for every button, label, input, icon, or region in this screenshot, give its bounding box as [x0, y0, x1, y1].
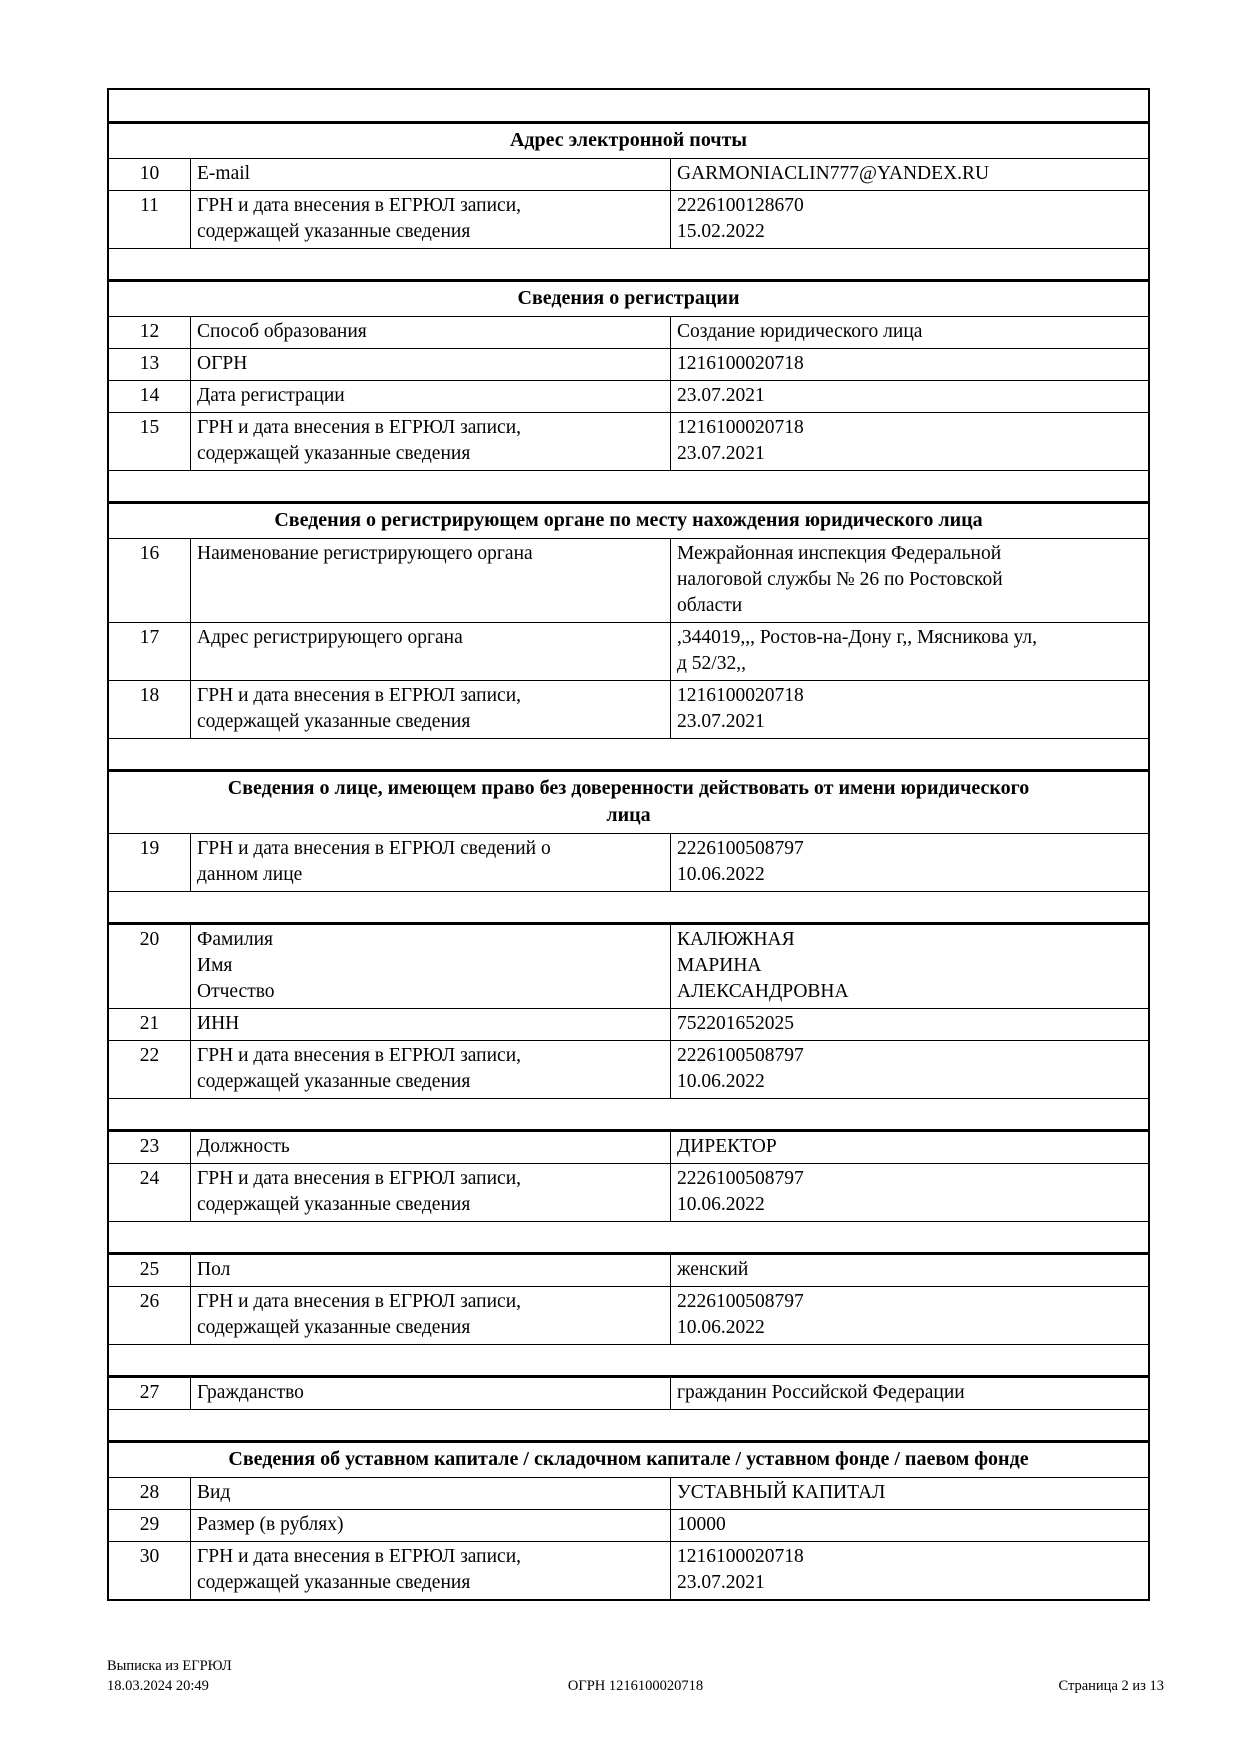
table-row [109, 922, 1148, 1008]
row-label-cell [191, 1542, 671, 1599]
table-row [109, 1286, 1148, 1344]
table-row [109, 380, 1148, 412]
text-line: ,344019,,, Ростов-на-Дону г,, Мясникова ул, [677, 627, 1038, 648]
row-value-cell [671, 925, 1148, 1008]
text-line: гражданин Российской Федерации [677, 1382, 965, 1403]
section-header-row [109, 1440, 1148, 1477]
table-row [109, 1040, 1148, 1098]
text-line: 2226100128670 [677, 195, 804, 216]
table-row [109, 1477, 1148, 1509]
row-label-cell [191, 834, 671, 891]
text-line: 10.06.2022 [677, 1194, 765, 1215]
text-line: E-mail [197, 163, 251, 184]
row-value-cell [671, 539, 1148, 622]
row-value-cell [671, 413, 1148, 470]
row-number-cell: 15 [109, 413, 191, 470]
text-line: Имя [197, 955, 233, 976]
row-label-cell [191, 1164, 671, 1221]
text-line: содержащей указанные сведения [197, 443, 471, 464]
row-label-cell [191, 1132, 671, 1163]
text-line: 10.06.2022 [677, 1317, 765, 1338]
row-number-cell: 14 [109, 381, 191, 412]
spacer-row [109, 738, 1148, 769]
text-line: ГРН и дата внесения в ЕГРЮЛ записи, [197, 1045, 522, 1066]
row-label-cell [191, 1009, 671, 1040]
text-line: ГРН и дата внесения в ЕГРЮЛ сведений о [197, 838, 551, 859]
text-line: 10000 [677, 1514, 726, 1535]
row-value-cell [671, 1478, 1148, 1509]
text-line: ГРН и дата внесения в ЕГРЮЛ записи, [197, 685, 522, 706]
spacer-row [109, 470, 1148, 501]
row-number-cell: 26 [109, 1287, 191, 1344]
row-number-cell: 18 [109, 681, 191, 738]
spacer-row [109, 1409, 1148, 1440]
section-header-row [109, 501, 1148, 538]
row-value-cell [671, 1009, 1148, 1040]
row-number-cell: 23 [109, 1132, 191, 1163]
text-line: GARMONIACLIN777@YANDEX.RU [677, 163, 990, 184]
spacer-row [109, 248, 1148, 279]
text-line: КАЛЮЖНАЯ [677, 929, 795, 950]
row-label-cell [191, 159, 671, 190]
table-row [109, 348, 1148, 380]
row-label-cell [191, 317, 671, 348]
text-line: 752201652025 [677, 1013, 794, 1034]
text-line: ОГРН [197, 353, 248, 374]
text-line: 15.02.2022 [677, 221, 765, 242]
egrul-table [107, 88, 1150, 1601]
row-value-cell [671, 834, 1148, 891]
row-value-cell [671, 623, 1148, 680]
text-line: Фамилия [197, 929, 273, 950]
row-label-cell [191, 191, 671, 248]
row-value-cell [671, 317, 1148, 348]
text-line: Сведения о лице, имеющем право без доверенности действовать от имени юридического [227, 777, 1030, 799]
section-header-row [109, 769, 1148, 833]
text-line: Сведения о регистрации [517, 287, 740, 309]
row-label-cell [191, 1255, 671, 1286]
row-label-cell [191, 623, 671, 680]
text-line: ИНН [197, 1013, 240, 1034]
text-line: содержащей указанные сведения [197, 221, 471, 242]
row-value-cell [671, 1542, 1148, 1599]
row-label-cell [191, 413, 671, 470]
row-value-cell [671, 1164, 1148, 1221]
row-label-cell [191, 1510, 671, 1541]
text-line: 10.06.2022 [677, 1071, 765, 1092]
row-value-cell [671, 1255, 1148, 1286]
text-line: 1216100020718 [677, 417, 804, 438]
text-line: Гражданство [197, 1382, 304, 1403]
row-label-cell [191, 1378, 671, 1409]
text-line: Сведения о регистрирующем органе по месту нахождения юридического лица [274, 509, 983, 531]
row-number-cell: 27 [109, 1378, 191, 1409]
row-number-cell: 21 [109, 1009, 191, 1040]
row-value-cell [671, 381, 1148, 412]
table-row [109, 1509, 1148, 1541]
text-line: 1216100020718 [677, 1546, 804, 1567]
row-number-cell: 19 [109, 834, 191, 891]
text-line: содержащей указанные сведения [197, 1194, 471, 1215]
text-line: Сведения об уставном капитале / складочном капитале / уставном фонде / паевом фонде [228, 1448, 1029, 1470]
table-row [109, 1163, 1148, 1221]
table-row [109, 622, 1148, 680]
text-line: области [677, 595, 743, 616]
footer-ogrn: ОГРН 1216100020718 [567, 1678, 704, 1694]
text-line: 2226100508797 [677, 1045, 804, 1066]
spacer-row [109, 1344, 1148, 1375]
text-line: д 52/32,, [677, 653, 746, 674]
row-number-cell: 10 [109, 159, 191, 190]
row-value-cell [671, 1287, 1148, 1344]
text-line: 23.07.2021 [677, 443, 765, 464]
table-row [109, 1541, 1148, 1599]
text-line: содержащей указанные сведения [197, 1572, 471, 1593]
row-value-cell [671, 159, 1148, 190]
text-line: Отчество [197, 981, 275, 1002]
row-number-cell: 22 [109, 1041, 191, 1098]
table-row [109, 158, 1148, 190]
row-value-cell [671, 681, 1148, 738]
footer-page-number: Страница 2 из 13 [1058, 1678, 1164, 1694]
row-value-cell [671, 349, 1148, 380]
row-number-cell: 12 [109, 317, 191, 348]
row-number-cell: 16 [109, 539, 191, 622]
text-line: 23.07.2021 [677, 385, 765, 406]
section-header-row [109, 121, 1148, 158]
text-line: ГРН и дата внесения в ЕГРЮЛ записи, [197, 195, 522, 216]
row-label-cell [191, 681, 671, 738]
spacer-row [109, 1221, 1148, 1252]
row-number-cell: 20 [109, 925, 191, 1008]
table-row [109, 190, 1148, 248]
text-line: 10.06.2022 [677, 864, 765, 885]
text-line: Наименование регистрирующего органа [197, 543, 533, 564]
text-line: содержащей указанные сведения [197, 1071, 471, 1092]
text-line: Должность [197, 1136, 290, 1157]
text-line: данном лице [197, 864, 303, 885]
text-line: 1216100020718 [677, 353, 804, 374]
text-line: Межрайонная инспекция Федеральной [677, 543, 1002, 564]
row-value-cell [671, 1041, 1148, 1098]
text-line: 23.07.2021 [677, 1572, 765, 1593]
text-line: 23.07.2021 [677, 711, 765, 732]
text-line: Дата регистрации [197, 385, 345, 406]
row-number-cell: 13 [109, 349, 191, 380]
text-line: УСТАВНЫЙ КАПИТАЛ [677, 1482, 886, 1503]
row-number-cell: 29 [109, 1510, 191, 1541]
text-line: налоговой службы № 26 по Ростовской [677, 569, 1003, 590]
table-row [109, 1375, 1148, 1409]
text-line: 1216100020718 [677, 685, 804, 706]
row-number-cell: 25 [109, 1255, 191, 1286]
text-line: содержащей указанные сведения [197, 711, 471, 732]
row-value-cell [671, 1510, 1148, 1541]
row-number-cell: 17 [109, 623, 191, 680]
table-row [109, 1252, 1148, 1286]
table-row [109, 680, 1148, 738]
section-header-row [109, 279, 1148, 316]
text-line: ДИРЕКТОР [677, 1136, 777, 1157]
table-row [109, 538, 1148, 622]
table-row [109, 1129, 1148, 1163]
spacer-row [109, 1098, 1148, 1129]
spacer-row [109, 90, 1148, 121]
row-value-cell [671, 191, 1148, 248]
text-line: ГРН и дата внесения в ЕГРЮЛ записи, [197, 1168, 522, 1189]
row-label-cell [191, 1287, 671, 1344]
table-row [109, 1008, 1148, 1040]
text-line: ГРН и дата внесения в ЕГРЮЛ записи, [197, 417, 522, 438]
text-line: Адрес электронной почты [509, 129, 748, 151]
text-line: Вид [197, 1482, 231, 1503]
text-line: Создание юридического лица [677, 321, 923, 342]
row-label-cell [191, 925, 671, 1008]
text-line: Адрес регистрирующего органа [197, 627, 463, 648]
row-number-cell: 28 [109, 1478, 191, 1509]
text-line: лица [606, 804, 651, 826]
table-row [109, 412, 1148, 470]
footer-datetime: 18.03.2024 20:49 [107, 1678, 209, 1694]
row-number-cell: 30 [109, 1542, 191, 1599]
spacer-row [109, 891, 1148, 922]
row-label-cell [191, 1041, 671, 1098]
text-line: 2226100508797 [677, 838, 804, 859]
text-line: ГРН и дата внесения в ЕГРЮЛ записи, [197, 1546, 522, 1567]
text-line: женский [677, 1259, 749, 1280]
row-label-cell [191, 539, 671, 622]
row-value-cell [671, 1378, 1148, 1409]
text-line: 2226100508797 [677, 1291, 804, 1312]
text-line: МАРИНА [677, 955, 762, 976]
text-line: содержащей указанные сведения [197, 1317, 471, 1338]
row-value-cell [671, 1132, 1148, 1163]
text-line: АЛЕКСАНДРОВНА [677, 981, 849, 1002]
row-number-cell: 11 [109, 191, 191, 248]
text-line: Способ образования [197, 321, 367, 342]
footer-doc-type: Выписка из ЕГРЮЛ [107, 1658, 232, 1674]
text-line: 2226100508797 [677, 1168, 804, 1189]
row-label-cell [191, 349, 671, 380]
text-line: Пол [197, 1259, 231, 1280]
row-number-cell: 24 [109, 1164, 191, 1221]
text-line: ГРН и дата внесения в ЕГРЮЛ записи, [197, 1291, 522, 1312]
table-row [109, 316, 1148, 348]
text-line: Размер (в рублях) [197, 1514, 344, 1535]
row-label-cell [191, 1478, 671, 1509]
row-label-cell [191, 381, 671, 412]
table-row [109, 833, 1148, 891]
